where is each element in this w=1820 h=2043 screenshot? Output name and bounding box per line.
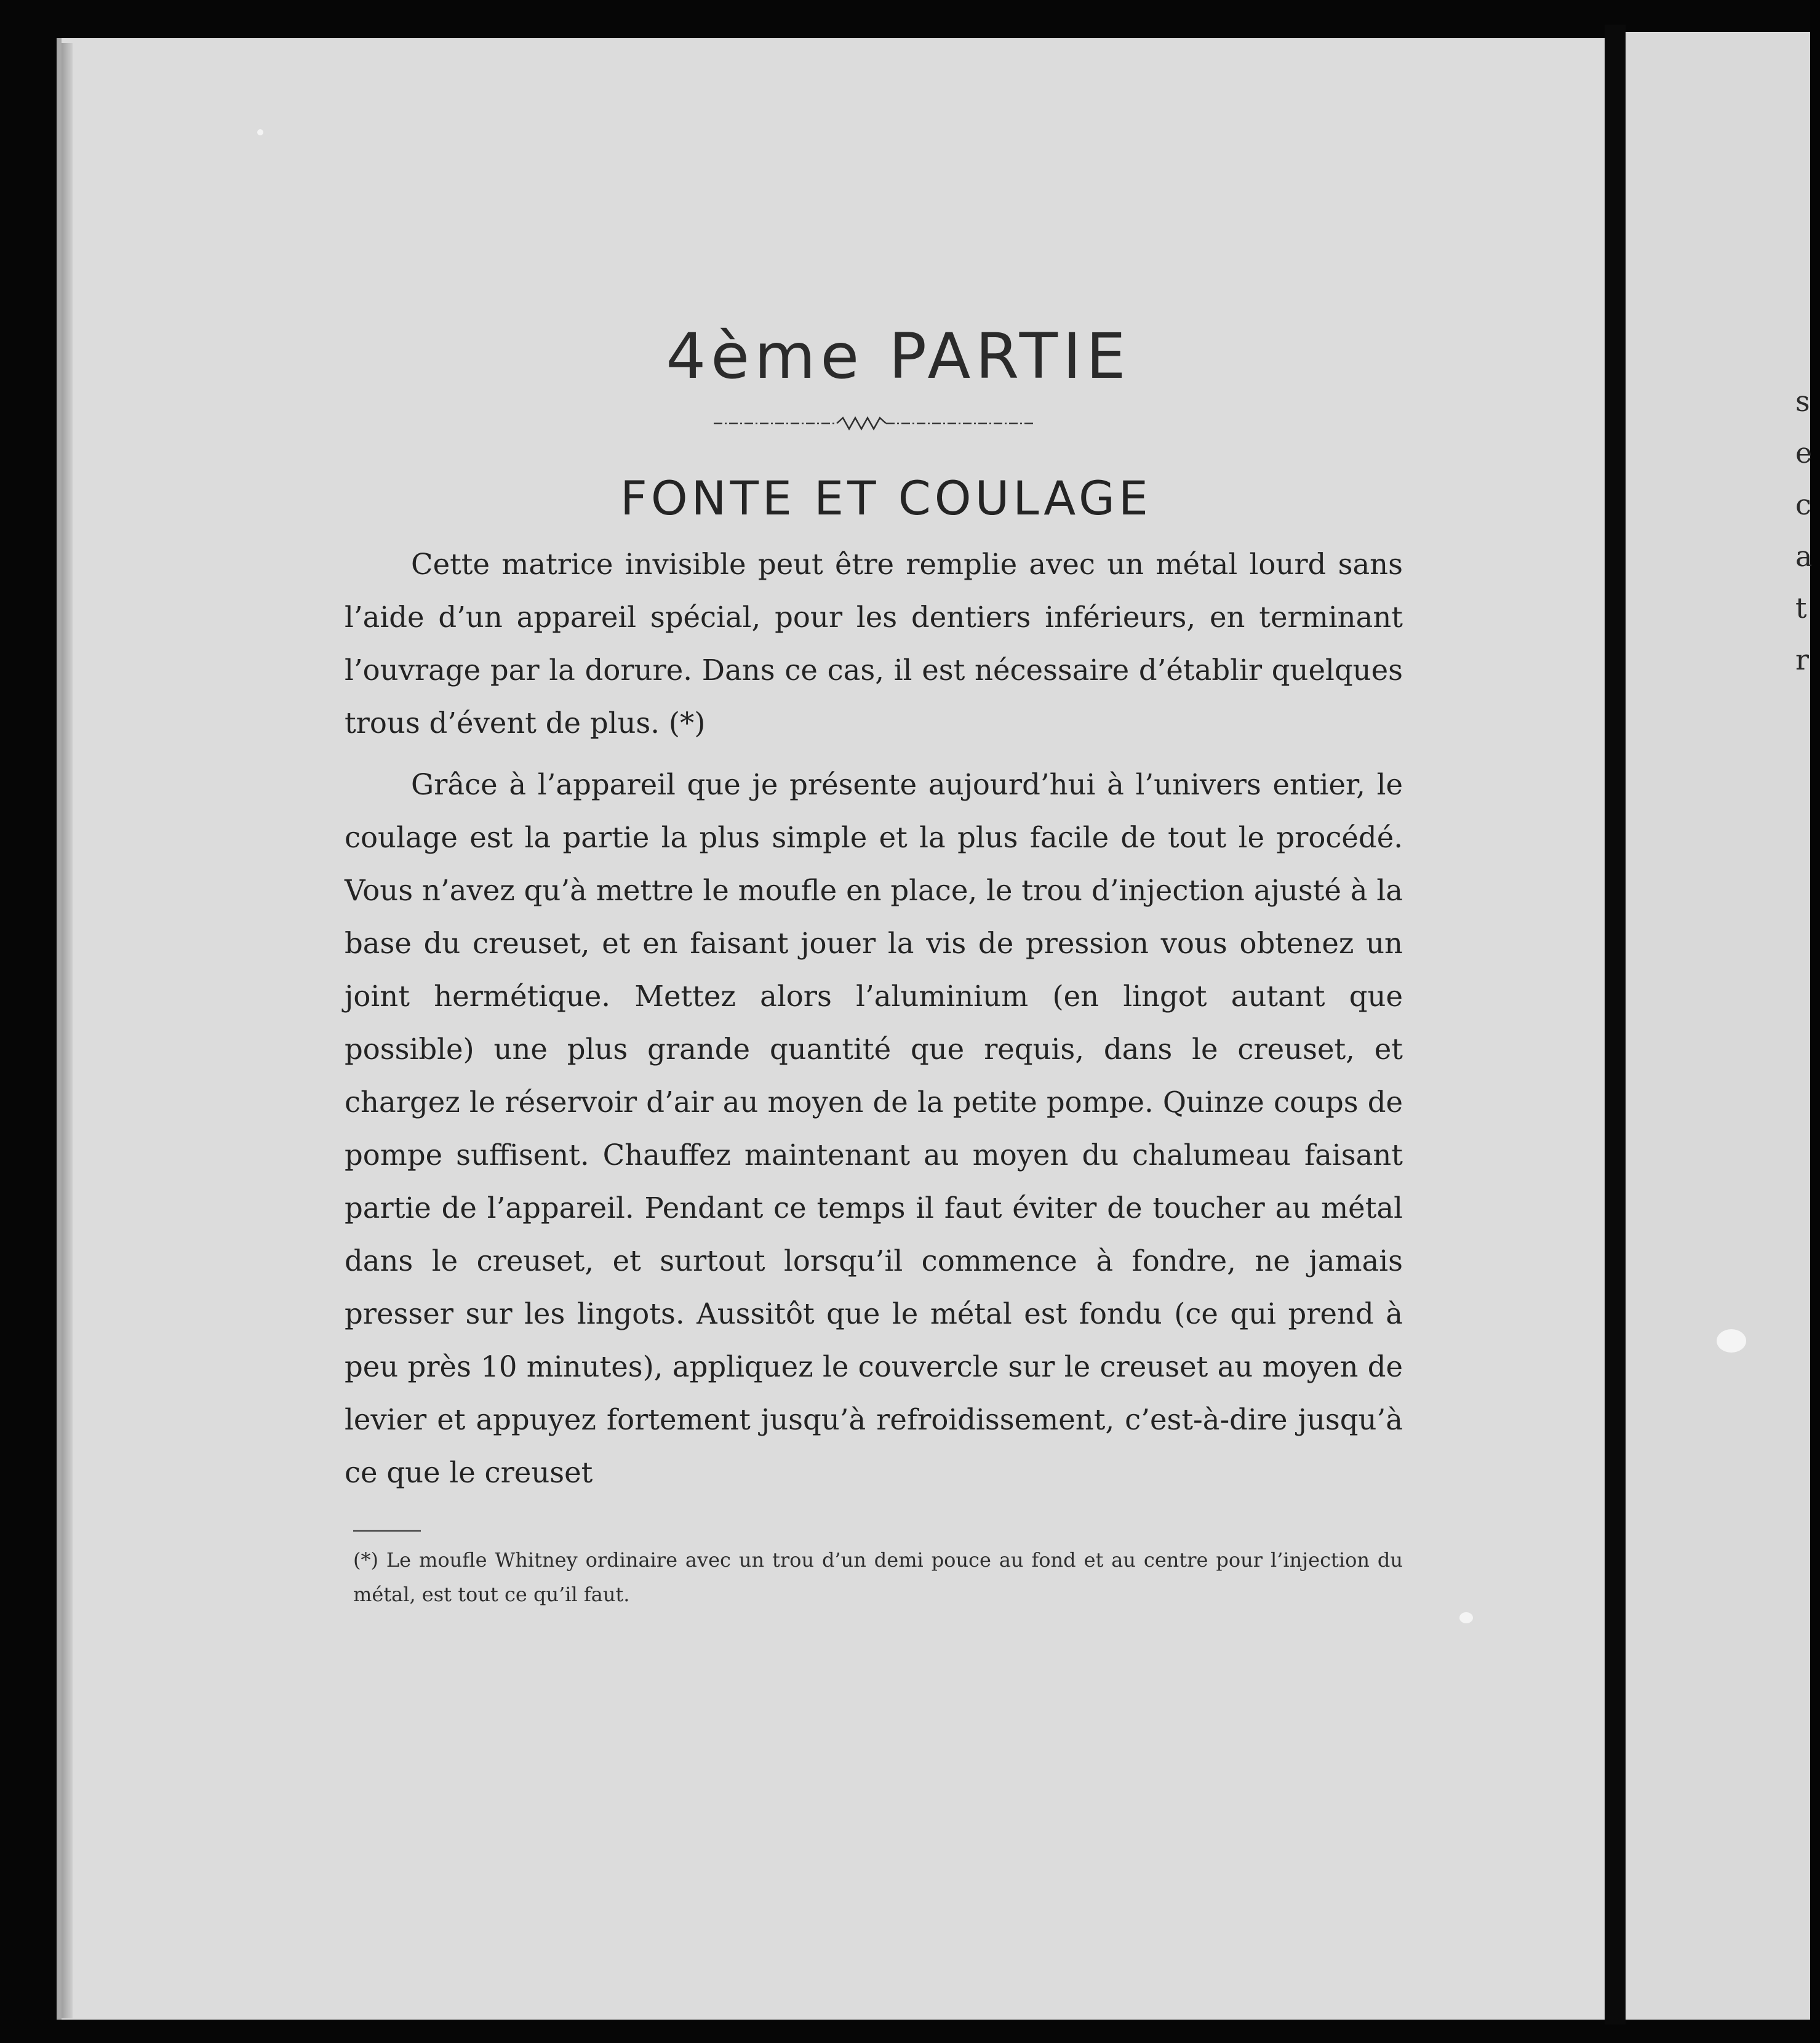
part-title: 4ème PARTIE — [666, 320, 1131, 393]
paper-speck — [257, 129, 263, 135]
facing-letter: r — [1795, 643, 1809, 676]
page-text-block — [345, 320, 1403, 1612]
facing-page-partial-text — [1795, 375, 1820, 686]
paper-speck — [1459, 1612, 1473, 1623]
decorative-rule — [714, 414, 1034, 433]
paper-speck — [1717, 1329, 1746, 1353]
facing-letter: t — [1795, 591, 1807, 625]
paragraph: Cette matrice invisible peut être remplie avec un métal lourd sans l’aide d’un appareil spécial, pour les dentiers inférieurs, en terminant l’ouvrage par la dorure. Dans ce cas, il est nécessaire d’établir quelques trous d’évent de plus. (*) — [345, 548, 1403, 740]
page-edge-shadow — [62, 43, 73, 2018]
book-gutter — [1605, 25, 1626, 2025]
section-title: FONTE ET COULAGE — [620, 471, 1152, 526]
facing-letter: a — [1795, 540, 1813, 573]
footnote-divider — [353, 1530, 421, 1532]
facing-page — [1626, 32, 1810, 2020]
paragraph: Grâce à l’appareil que je présente aujourd’hui à l’univers entier, le coulage est la partie la plus simple et la plus facile de tout le procédé. Vous n’avez qu’à mettre le moufle en place, le trou d’injection ajusté à la base du creuset, et en faisant jouer la vis de pression vous obtenez un joint hermétique. Mettez alors l’aluminium (en lingot autant que possible) une plus grande quantité que requis, dans le creuset, et chargez le réservoir d’air au moyen de la petite pompe. Quinze coups de pompe suffisent. Chauffez maintenant au moyen du chalumeau faisant partie de l’appareil. Pendant ce temps il faut éviter de toucher au métal dans le creuset, et surtout lorsqu’il commence à fondre, ne jamais presser sur les lingots. Aussitôt que le métal est fondu (ce qui prend à peu près 10 minutes), appliquez le couvercle sur le creuset au moyen de levier et appuyez fortement jusqu’à refroidissement, c’est-à-dire jusqu’à ce que le creuset — [345, 768, 1403, 1489]
footnote: (*) Le moufle Whitney ordinaire avec un trou d’un demi pouce au fond et au centre pour l’injection du métal, est tout ce qu’il faut. — [353, 1548, 1403, 1606]
facing-letter: e — [1795, 436, 1813, 470]
facing-letter: c — [1795, 488, 1811, 521]
facing-letter: s — [1795, 385, 1810, 418]
